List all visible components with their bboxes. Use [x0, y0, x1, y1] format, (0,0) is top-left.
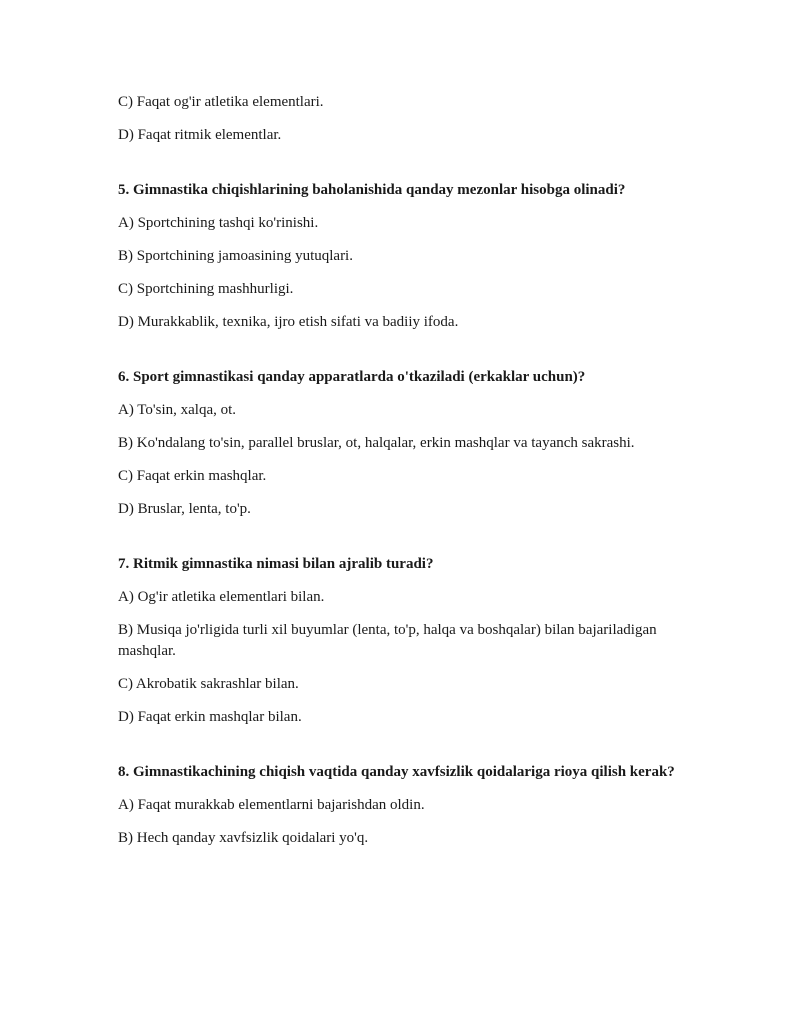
section-gap: [118, 740, 688, 762]
answer-option: B) Musiqa jo'rligida turli xil buyumlar (lenta, to'p, halqa va boshqalar) bilan bajariladigan mashqlar.: [118, 622, 657, 659]
quiz-content: [118, 92, 688, 861]
answer-option: A) Sportchining tashqi ko'rinishi.: [118, 215, 319, 231]
answer-option: D) Bruslar, lenta, to'p.: [118, 501, 251, 517]
answer-option: D) Faqat ritmik elementlar.: [118, 127, 282, 143]
section-gap: [118, 158, 688, 180]
question-5-title: 5. Gimnastika chiqishlarining baholanishida qanday mezonlar hisobga olinadi?: [118, 182, 626, 198]
answer-option: A) Faqat murakkab elementlarni bajarishdan oldin.: [118, 797, 425, 813]
question-6-title: 6. Sport gimnastikasi qanday apparatlarda o'tkaziladi (erkaklar uchun)?: [118, 369, 586, 385]
answer-option: B) Ko'ndalang to'sin, parallel bruslar, ot, halqalar, erkin mashqlar va tayanch sakrashi.: [118, 435, 635, 451]
answer-option: A) To'sin, xalqa, ot.: [118, 402, 237, 418]
answer-option: A) Og'ir atletika elementlari bilan.: [118, 589, 325, 605]
answer-option: C) Akrobatik sakrashlar bilan.: [118, 676, 299, 692]
question-8-title: 8. Gimnastikachining chiqish vaqtida qanday xavfsizlik qoidalariga rioya qilish kerak?: [118, 764, 675, 780]
answer-option: B) Sportchining jamoasining yutuqlari.: [118, 248, 353, 264]
section-gap: [118, 345, 688, 367]
answer-option: C) Faqat erkin mashqlar.: [118, 468, 267, 484]
answer-option: C) Sportchining mashhurligi.: [118, 281, 294, 297]
answer-option: D) Murakkablik, texnika, ijro etish sifati va badiiy ifoda.: [118, 314, 459, 330]
section-gap: [118, 532, 688, 554]
answer-option: C) Faqat og'ir atletika elementlari.: [118, 94, 324, 110]
answer-option: B) Hech qanday xavfsizlik qoidalari yo'q.: [118, 830, 369, 846]
question-7-title: 7. Ritmik gimnastika nimasi bilan ajralib turadi?: [118, 556, 434, 572]
answer-option: D) Faqat erkin mashqlar bilan.: [118, 709, 302, 725]
